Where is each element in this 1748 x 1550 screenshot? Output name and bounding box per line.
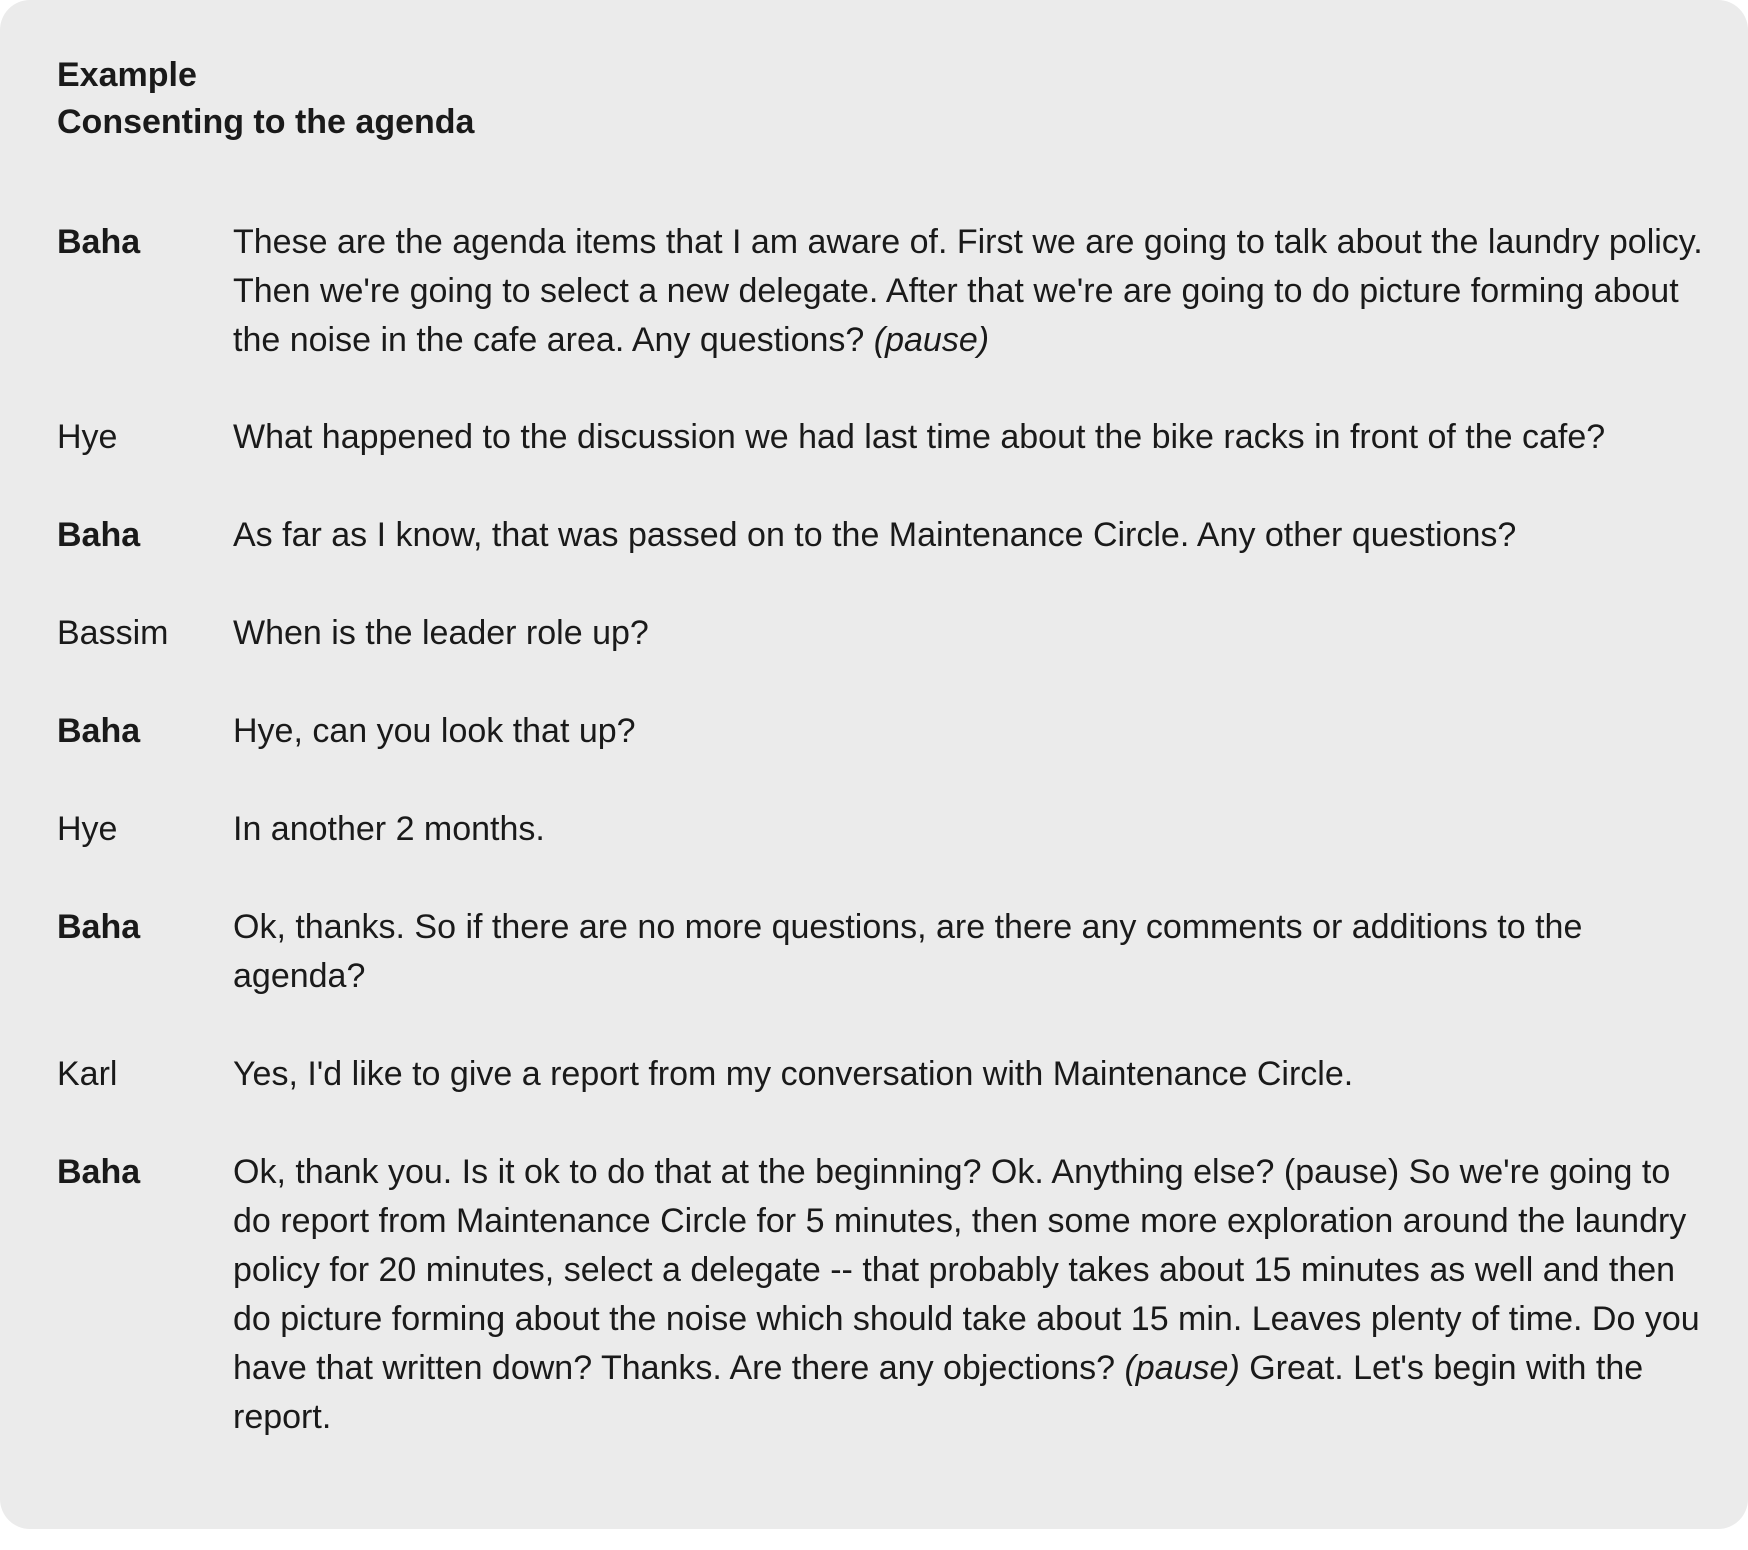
spoken-line [233, 511, 1708, 560]
line-text: What happened to the discussion we had last time about the bike racks in front of the cafe? [233, 418, 1606, 456]
line-text: Yes, I'd like to give a report from my conversation with Maintenance Circle. [233, 1055, 1354, 1093]
example-label: Example [57, 56, 197, 94]
dialogue-turn [57, 1050, 1708, 1099]
stage-direction: (pause) [873, 321, 990, 359]
speaker-name: Bassim [57, 614, 169, 652]
speaker-name: Baha [57, 516, 141, 554]
speaker-name: Hye [57, 418, 118, 456]
spoken-line [233, 218, 1708, 365]
spoken-line [233, 707, 1708, 756]
line-text: In another 2 months. [233, 810, 545, 848]
dialogue-turn [57, 805, 1708, 854]
spoken-line [233, 1050, 1708, 1099]
spoken-line [233, 609, 1708, 658]
line-text: These are the agenda items that I am aware of. First we are going to talk about the laundry policy. Then we're going to select a new delegate. After that we're are going to do picture forming about the noise in the cafe area. Any questions? [233, 223, 1703, 359]
stage-direction: (pause) [1124, 1349, 1240, 1387]
line-text: Great. Let's begin with the report. [233, 1349, 1644, 1436]
example-heading [57, 52, 1708, 146]
line-text: When is the leader role up? [233, 614, 649, 652]
dialogue-list [57, 218, 1708, 1442]
dialogue-turn [57, 413, 1708, 462]
dialogue-turn [57, 218, 1708, 365]
speaker-name: Baha [57, 712, 141, 750]
spoken-line [233, 805, 1708, 854]
dialogue-turn [57, 511, 1708, 560]
speaker-name: Karl [57, 1055, 118, 1093]
line-text: Hye, can you look that up? [233, 712, 636, 750]
speaker-name: Hye [57, 810, 118, 848]
spoken-line [233, 413, 1708, 462]
dialogue-turn [57, 1148, 1708, 1442]
speaker-name: Baha [57, 908, 141, 946]
line-text: Ok, thanks. So if there are no more questions, are there any comments or additions to the agenda? [233, 908, 1583, 995]
speaker-name: Baha [57, 223, 141, 261]
dialogue-turn [57, 609, 1708, 658]
line-text: Ok, thank you. Is it ok to do that at the beginning? Ok. Anything else? (pause) So we're going to do report from Maintenance Circle for 5 minutes, then some more exploration around the laundry policy for 20 minutes, select a delegate -- that probably takes about 15 minutes as well and then do picture forming about the noise which should take about 15 min. Leaves plenty of time. Do you have that written down? Thanks. Are there any objections? [233, 1153, 1700, 1387]
line-text: As far as I know, that was passed on to the Maintenance Circle. Any other questions? [233, 516, 1517, 554]
example-title: Consenting to the agenda [57, 103, 475, 141]
spoken-line [233, 1148, 1708, 1442]
dialogue-turn [57, 707, 1708, 756]
speaker-name: Baha [57, 1153, 141, 1191]
spoken-line [233, 903, 1708, 1001]
dialogue-turn [57, 903, 1708, 1001]
